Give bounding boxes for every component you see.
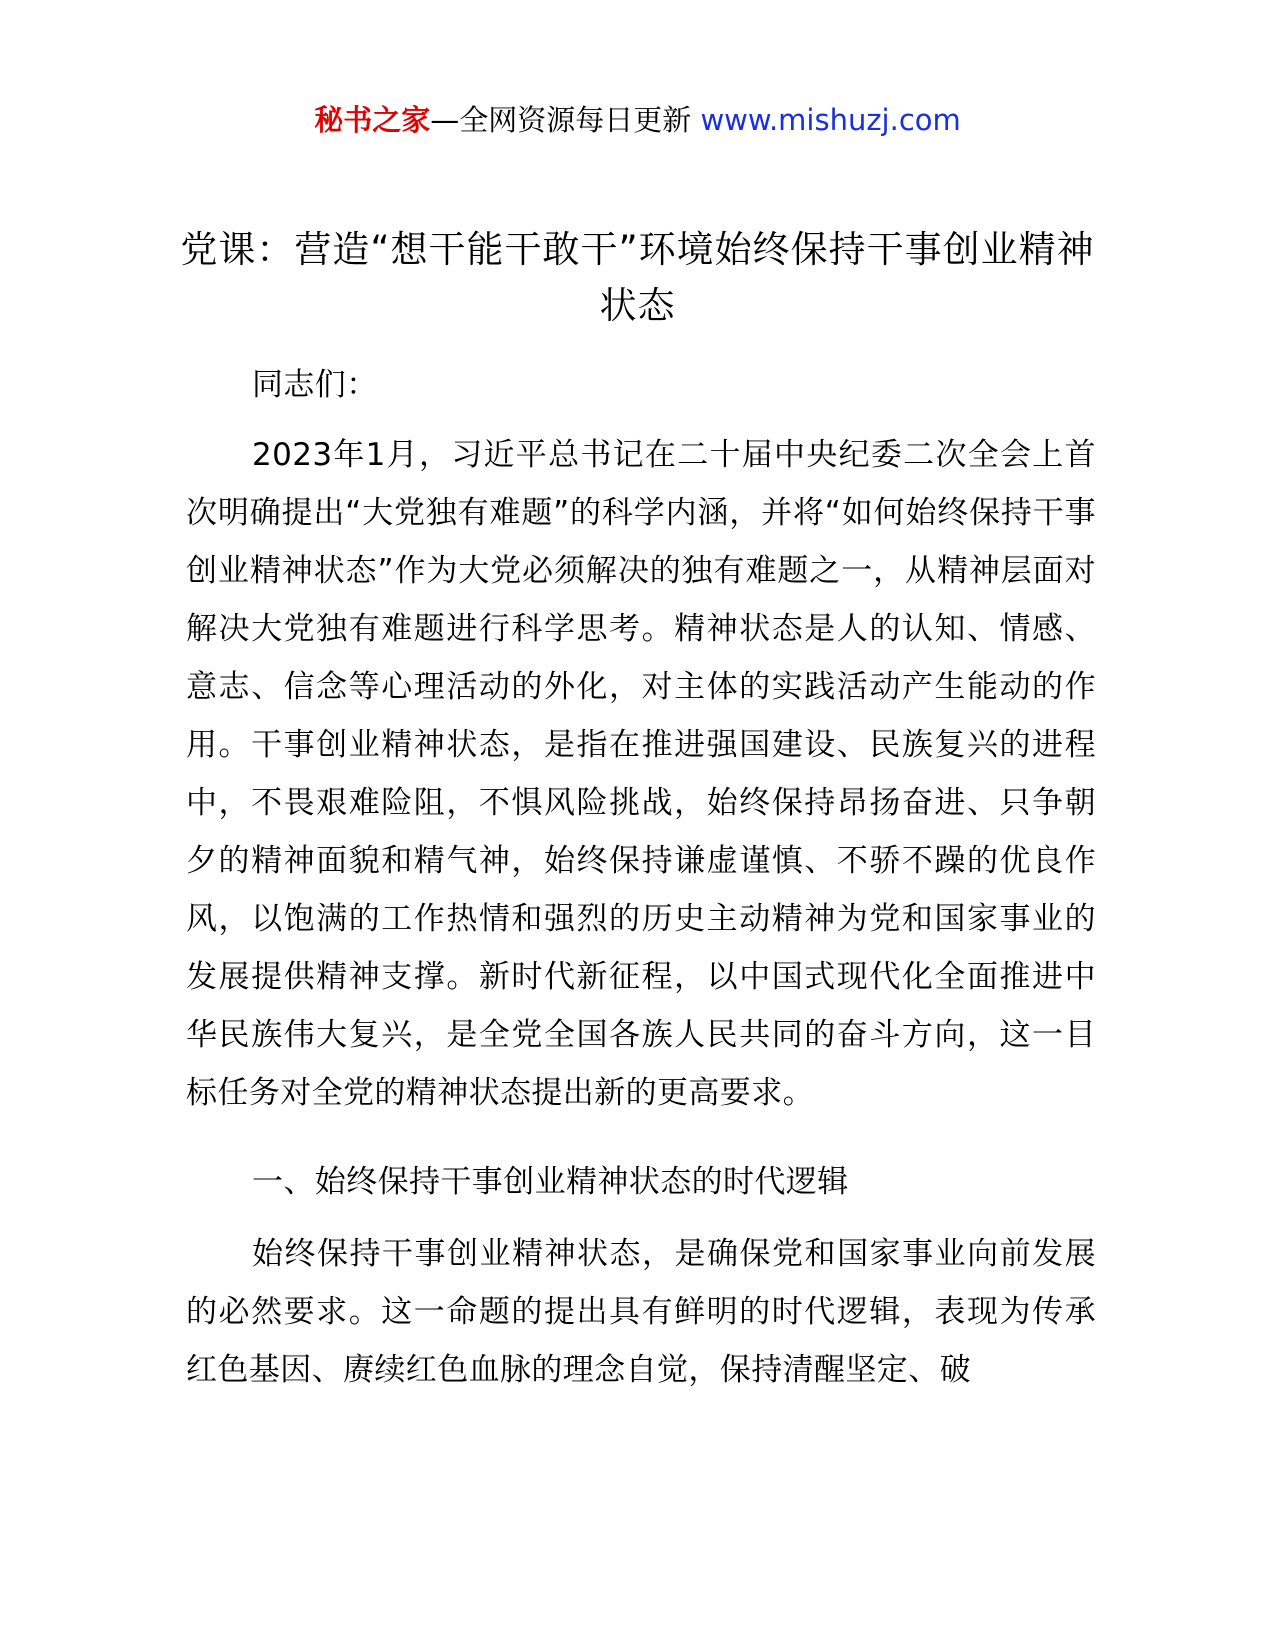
body-paragraph-1: 2023年1月，习近平总书记在二十届中央纪委二次全会上首次明确提出“大党独有难题”的科学内涵，并将“如何始终保持干事创业精神状态”作为大党必须解决的独有难题之一，从精神层面对解决大党独有难题进行科学思考。精神状态是人的认知、情感、意志、信念等心理活动的外化，对主体的实践活动产生能动的作用。干事创业精神状态，是指在推进强国建设、民族复兴的进程中，不畏艰难险阻，不惧风险挑战，始终保持昂扬奋进、只争朝夕的精神面貌和精气神，始终保持谦虚谨慎、不骄不躁的优良作风，以饱满的工作热情和强烈的历史主动精神为党和国家事业的发展提供精神支撑。新时代新征程，以中国式现代化全面推进中华民族伟大复兴，是全党全国各族人民共同的奋斗方向，这一目标任务对全党的精神状态提出新的更高要求。 — [186, 437, 1096, 1111]
site-header — [0, 100, 1275, 140]
header-tagline: —全网资源每日更新 — [430, 103, 692, 137]
document-title: 党课：营造“想干能干敢干”环境始终保持干事创业精神状态 — [180, 228, 1095, 327]
section-heading-1: 一、始终保持干事创业精神状态的时代逻辑 — [252, 1164, 849, 1200]
brand-name: 秘书之家 — [314, 103, 431, 137]
greeting: 同志们： — [252, 367, 378, 403]
site-url-link[interactable]: www.mishuzj.com — [700, 103, 961, 137]
body-paragraph-2: 始终保持干事创业精神状态，是确保党和国家事业向前发展的必然要求。这一命题的提出具有鲜明的时代逻辑，表现为传承红色基因、赓续红色血脉的理念自觉，保持清醒坚定、破 — [186, 1236, 1096, 1388]
